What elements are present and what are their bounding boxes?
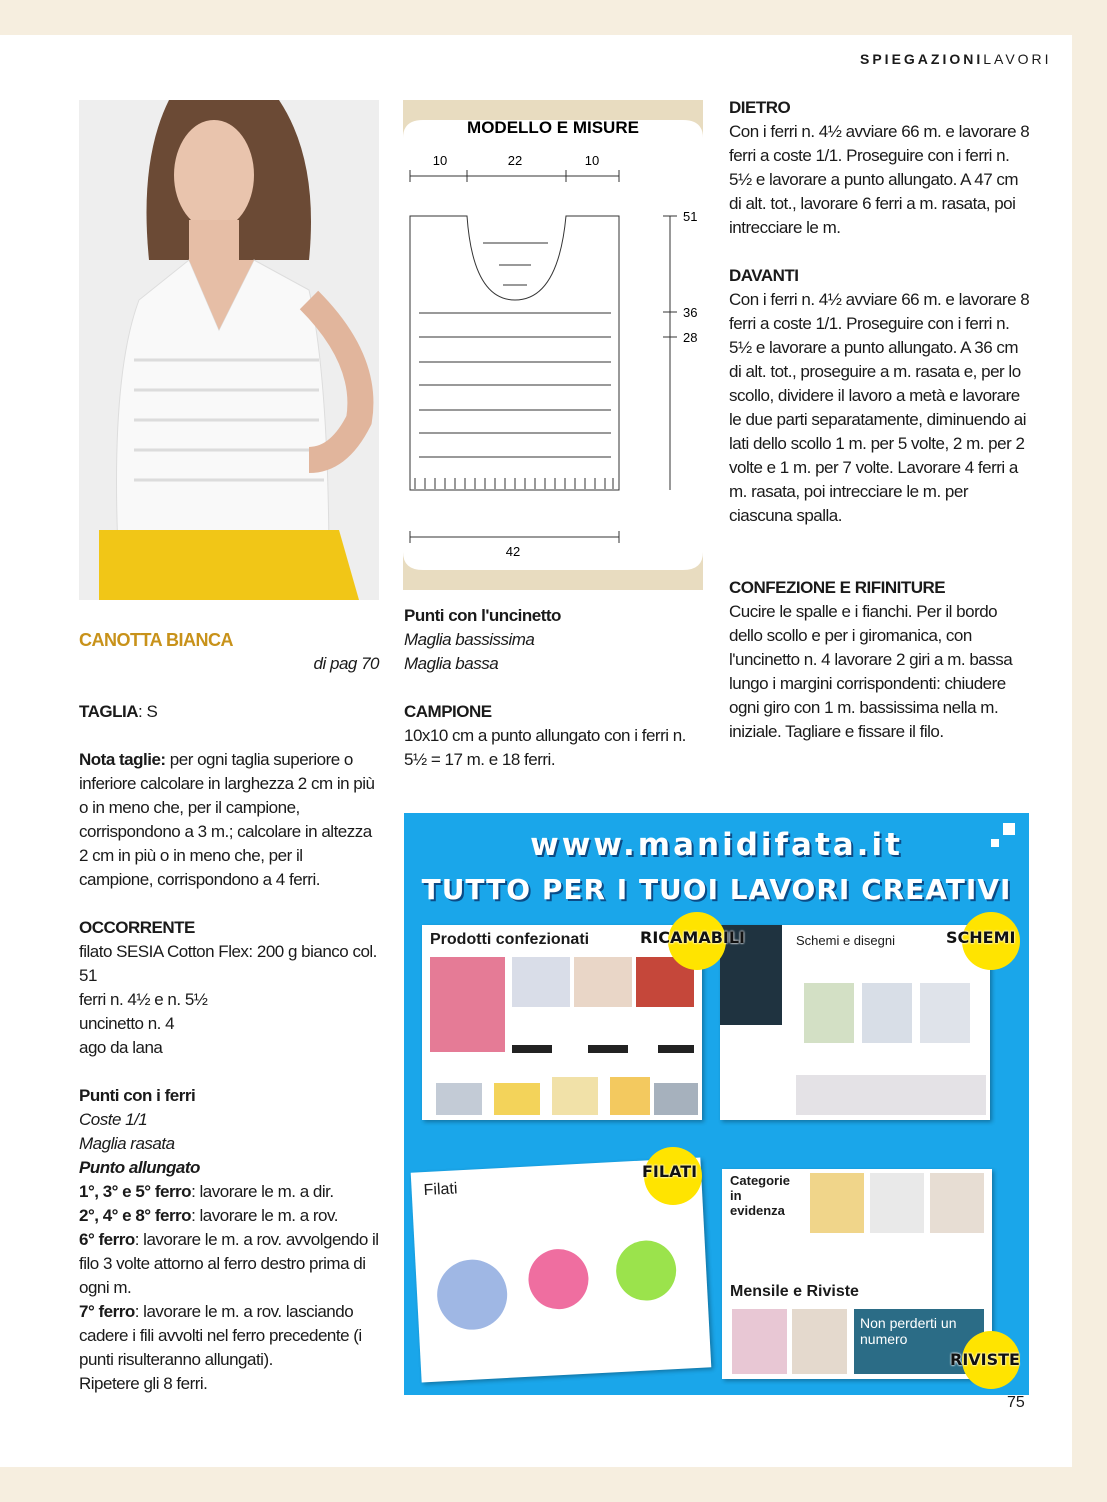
page-number: 75 (1007, 1394, 1025, 1411)
badge-label: RIVISTE (950, 1350, 1020, 1369)
material-item: filato SESIA Cotton Flex: 200 g bianco col. 51 (79, 942, 377, 985)
shot-title: Prodotti confezionati (430, 931, 590, 948)
manidifata-advert (404, 813, 1029, 1395)
dim-total-height: 51 (683, 209, 698, 224)
finishing-title: CONFEZIONE E RIFINITURE (729, 578, 946, 597)
measurements-diagram (403, 100, 703, 590)
section-header: SPIEGAZIONILAVORI (860, 51, 1052, 67)
dim-right: 10 (584, 153, 600, 168)
advert-url[interactable]: www.manidifata.it (530, 827, 903, 863)
crochet-stitches-title: Punti con l'uncinetto (404, 606, 561, 625)
knit-stitches-title: Punti con i ferri (79, 1086, 196, 1105)
stitch-item: Maglia bassa (404, 654, 499, 673)
repeat-note: Ripetere gli 8 ferri. (79, 1374, 208, 1393)
shot-banner: Non perderti un numero (854, 1309, 984, 1374)
dim-neck-start: 36 (683, 305, 698, 320)
badge-label: RICAMABILI (640, 928, 745, 947)
material-item: ferri n. 4½ e n. 5½ (79, 990, 208, 1009)
shot-title: Filati (423, 1180, 458, 1200)
row-instruction: 1°, 3° e 5° ferro: lavorare le m. a dir. (79, 1182, 334, 1201)
front-text: Con i ferri n. 4½ avviare 66 m. e lavorare 8 ferri a coste 1/1. Proseguire con i ferri n. 5½ e lavorare a punto allungato. A 36 cm di alt. tot., proseguire a m. rasata e, per lo scollo, dividere il lavoro a metà e lavorare le due parti separatamente, diminuendo ai lati dello scollo 1 m. per 5 volte, 2 m. per 2 volte e 1 m. per 7 volte. Lavorare 4 ferri a m. rasata, poi intrecciare le m. per ciascuna spalla. (729, 290, 1030, 525)
stitch-item: Coste 1/1 (79, 1110, 148, 1129)
right-column (729, 96, 1031, 744)
pattern-stitch-title: Punto allungato (79, 1158, 200, 1177)
model-photo (79, 100, 379, 600)
shot-title: Categorie in evidenza (730, 1173, 790, 1218)
screenshot-prodotti (422, 925, 702, 1120)
shot-subtitle: Mensile e Riviste (730, 1283, 859, 1300)
dim-left: 10 (432, 153, 448, 168)
row-instruction: 7° ferro: lavorare le m. a rov. lasciando cadere i fili avvolti nel ferro precedente (i punti risulteranno allungati). (79, 1302, 362, 1369)
stitch-item: Maglia rasata (79, 1134, 175, 1153)
material-item: uncinetto n. 4 (79, 1014, 175, 1033)
gauge-text: 10x10 cm a punto allungato con i ferri n. 5½ = 17 m. e 18 ferri. (404, 726, 686, 769)
stitch-item: Maglia bassissima (404, 630, 535, 649)
row-instruction: 2°, 4° e 8° ferro: lavorare le m. a rov. (79, 1206, 338, 1225)
size-note: Nota taglie: per ogni taglia superiore o inferiore calcolare in larghezza 2 cm in più o in meno che, per il campione, corrispondono a 3 m.; calcolare in altezza 2 cm in più o in meno che, per il campione, corrispondono a 4 ferri. (79, 750, 375, 889)
back-text: Con i ferri n. 4½ avviare 66 m. e lavorare 8 ferri a coste 1/1. Proseguire con i ferri n. 5½ e lavorare a punto allungato. A 47 cm di alt. tot., lavorare 6 ferri a m. rasata, poi intrecciare le m. (729, 122, 1030, 237)
diagram-title: MODELLO E MISURE (467, 118, 639, 137)
row-instruction: 6° ferro: lavorare le m. a rov. avvolgendo il filo 3 volte attorno al ferro destro prima di ogni m. (79, 1230, 379, 1297)
advert-tagline: TUTTO PER I TUOI LAVORI CREATIVI (421, 873, 1012, 906)
dim-armhole: 28 (683, 330, 698, 345)
size-line: TAGLIA: S (79, 702, 158, 721)
materials-title: OCCORRENTE (79, 918, 195, 937)
badge-label: FILATI (642, 1162, 698, 1181)
screenshot-schemi (720, 925, 990, 1120)
middle-column (404, 604, 709, 772)
badge-label: SCHEMI (946, 928, 1016, 947)
finishing-text: Cucire le spalle e i fianchi. Per il bordo dello scollo e per i giromanica, con l'uncinetto n. 4 lavorare 2 giri a m. bassa lungo i margini corrispondenti: chiudere ogni giro con 1 m. bassissima nella m. iniziale. Tagliare e fissare il filo. (729, 602, 1013, 741)
shot-title: Schemi e disegni (796, 933, 895, 948)
gauge-title: CAMPIONE (404, 702, 492, 721)
back-title: DIETRO (729, 98, 791, 117)
material-item: ago da lana (79, 1038, 163, 1057)
left-column (79, 628, 379, 1396)
dim-width: 42 (505, 544, 521, 559)
source-page: di pag 70 (313, 654, 379, 673)
front-title: DAVANTI (729, 266, 799, 285)
dim-neck: 22 (507, 153, 523, 168)
screenshot-categorie (722, 1169, 992, 1379)
pattern-title: CANOTTA BIANCA (79, 630, 233, 650)
